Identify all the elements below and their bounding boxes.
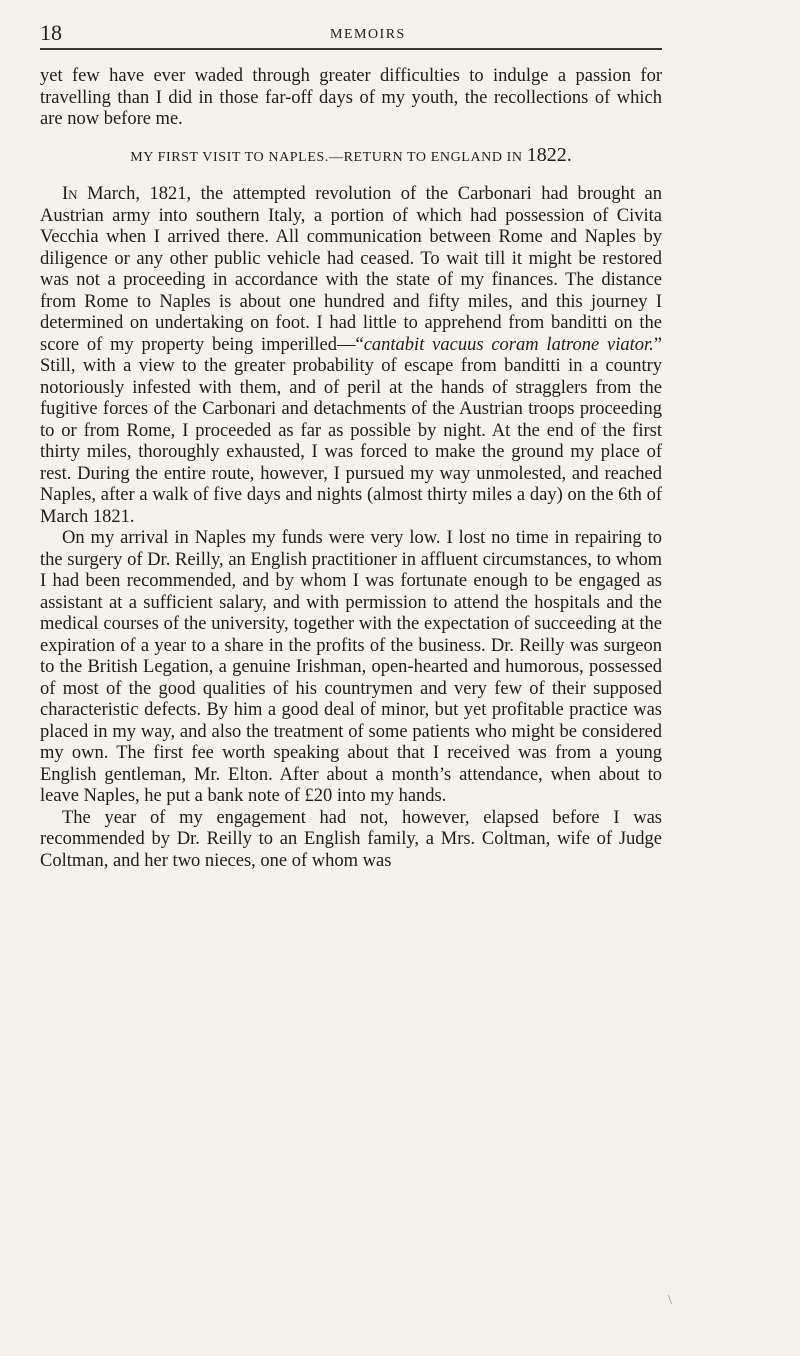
paragraph-1-lead: In <box>62 184 78 204</box>
paragraph-2: On my arrival in Naples my funds were very low. I lost no time in repairing to the surgery of Dr. Reilly, an English practitioner in affluent circumstances, to whom I had been recommended, and by whom I was fortunate enough to be engaged as assistant at a sufficient salary, and with permission to attend the hospitals and the medical courses of the university, together with the expectation of succeeding at the expiration of a year to a share in the profits of the business. Dr. Reilly was surgeon to the British Legation, a genuine Irishman, open-hearted and humorous, possessed of most of the good qualities of his countrymen and very few of their supposed characteristic defects. By him a good deal of minor, but yet profitable practice was placed in my way, and also the treatment of some patients who might be considered my own. The first fee worth speaking about that I received was from a young English gentleman, Mr. Elton. After about a month’s attendance, when about to leave Naples, he put a bank note of £20 into my hands. <box>40 528 662 806</box>
running-head: MEMOIRS <box>330 27 406 42</box>
paragraph-1-text-b: ” Still, with a view to the greater probability of escape from banditti in a country notoriously infested with them, and of peril at the hands of stragglers from the fugitive forces of the Carbonari and detachments of the Austrian troops proceeding to or from Rome, I proceeded as far as possible by night. At the end of the first thirty miles, thoroughly exhausted, I was forced to make the ground my place of rest. During the entire route, however, I pursued my way unmolested, and reached Naples, after a walk of five days and nights (almost thirty miles a day) on the 6th of March 1821. <box>40 334 662 527</box>
page-number: 18 <box>40 20 62 45</box>
margin-mark: \ <box>668 1293 672 1308</box>
section-heading <box>40 142 662 171</box>
paragraph-1-text-a: March, 1821, the attempted revolution of the Carbonari had brought an Austrian army into southern Italy, a portion of which had possession of Civita Vecchia when I arrived there. All communication between Rome and Naples by diligence or any other public vehicle had ceased. To wait till it might be restored was not a proceeding in accordance with the state of my finances. The distance from Rome to Naples is about one hundred and fifty miles, and this journey I determined on undertaking on foot. I had little to apprehend from banditti on the score of my property being imperilled—“ <box>40 184 662 355</box>
intro-paragraph: yet few have ever waded through greater difficulties to indulge a passion for travelling than I did in those far-off days of my youth, the recollections of which are now before me. <box>40 66 662 129</box>
main-text <box>40 184 662 872</box>
section-heading-year: 1822. <box>526 144 572 166</box>
latin-quotation: cantabit vacuus coram latrone viator. <box>363 334 654 355</box>
paragraph-3: The year of my engagement had not, however, elapsed before I was recommended by Dr. Reilly to an English family, a Mrs. Coltman, wife of Judge Coltman, and her two nieces, one of whom was <box>40 807 662 871</box>
header-rule <box>40 48 662 50</box>
intro-text <box>40 66 662 131</box>
section-heading-text: MY FIRST VISIT TO NAPLES.—RETURN TO ENGLAND IN <box>130 150 523 165</box>
paragraph-1 <box>40 184 662 528</box>
